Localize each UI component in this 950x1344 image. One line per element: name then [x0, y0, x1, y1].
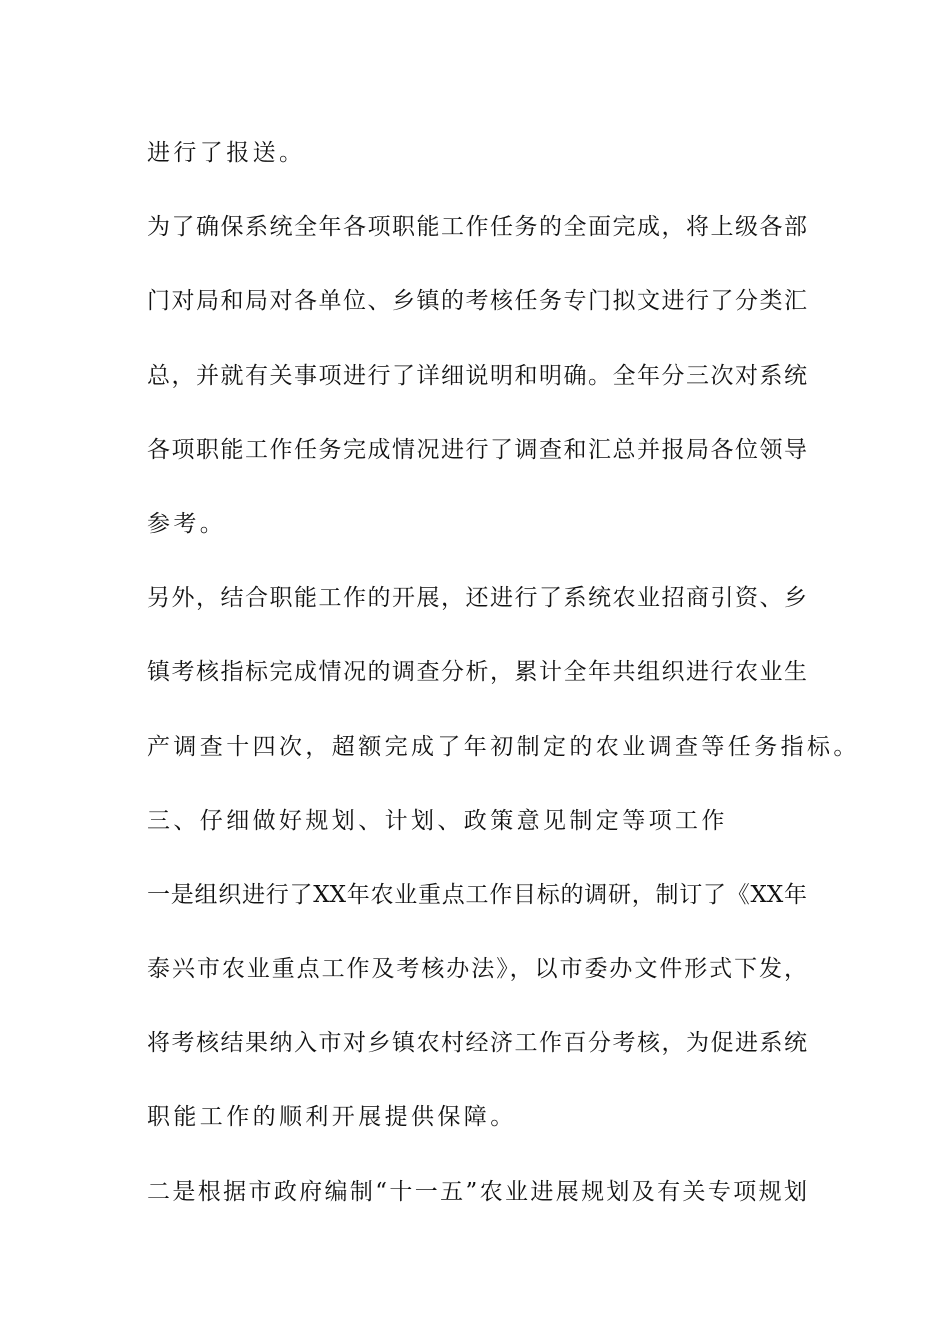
- section-heading: 三、仔细做好规划、计划、政策意见制定等项工作: [147, 807, 728, 834]
- text-line-15: 二是根据市政府编制“十一五”农业进展规划及有关专项规划: [147, 1178, 807, 1205]
- text-line-12: 泰兴市农业重点工作及考核办法》，以市委办文件形式下发，: [147, 956, 807, 983]
- text-line-7: 另外，结合职能工作的开展，还进行了系统农业招商引资、乡: [147, 585, 807, 612]
- text-line-3: 门对局和局对各单位、乡镇的考核任务专门拟文进行了分类汇: [147, 288, 807, 315]
- text-line-13: 将考核结果纳入市对乡镇农村经济工作百分考核，为促进系统: [147, 1030, 807, 1057]
- text-line-5: 各项职能工作任务完成情况进行了调查和汇总并报局各位领导: [147, 436, 807, 463]
- text-line-4: 总，并就有关事项进行了详细说明和明确。全年分三次对系统: [147, 362, 807, 389]
- text-line-8: 镇考核指标完成情况的调查分析，累计全年共组织进行农业生: [147, 659, 807, 686]
- text-line-2: 为了确保系统全年各项职能工作任务的全面完成，将上级各部: [147, 214, 807, 241]
- text-line-14: 职能工作的顺利开展提供保障。: [147, 1104, 517, 1131]
- document-body: [147, 128, 860, 1241]
- text-line-9: 产调查十四次，超额完成了年初制定的农业调查等任务指标。: [147, 733, 860, 760]
- text-line-6: 参考。: [147, 510, 227, 537]
- text-line-1: 进行了报送。: [147, 140, 306, 166]
- text-line-11: 一是组织进行了XX年农业重点工作目标的调研，制订了《XX年: [147, 881, 807, 908]
